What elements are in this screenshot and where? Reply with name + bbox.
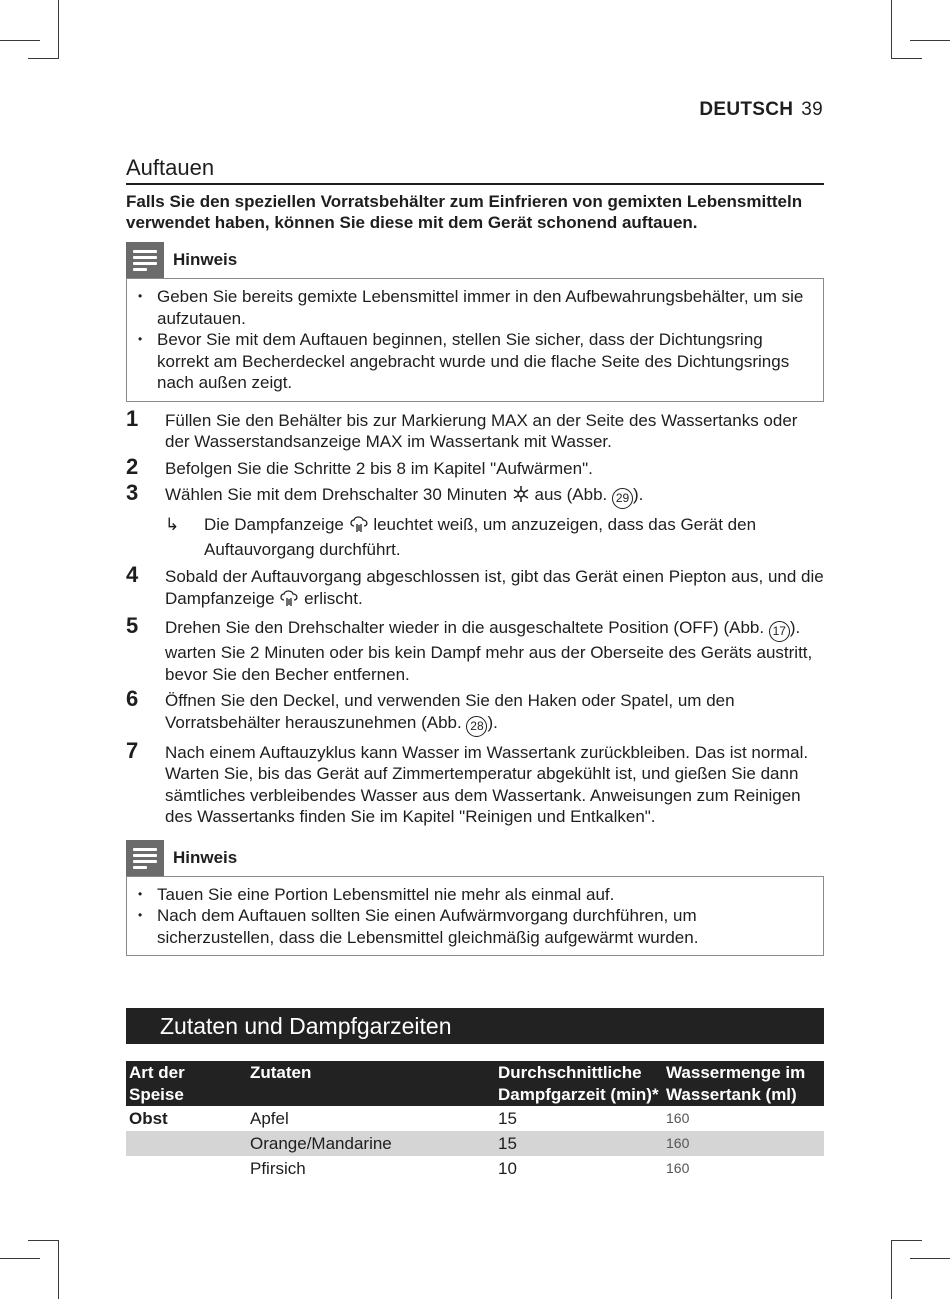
crop-mark xyxy=(28,1240,59,1241)
section-title: Auftauen xyxy=(126,155,824,185)
step-text: ). xyxy=(633,485,644,504)
note-box xyxy=(126,876,824,957)
ingredients-table xyxy=(126,1061,824,1181)
table-cell: Orange/Mandarine xyxy=(247,1131,495,1156)
step-text: Öffnen Sie den Deckel, und verwenden Sie den Haken oder Spatel, um den Vorratsbehälter herauszunehmen (Abb. xyxy=(165,691,735,732)
steam-indicator-icon xyxy=(279,589,299,613)
step-number: 3 xyxy=(126,480,139,505)
figure-ref: 29 xyxy=(612,488,633,509)
step-number: 1 xyxy=(126,405,139,431)
crop-mark xyxy=(58,1240,59,1299)
result-text: Die Dampfanzeige xyxy=(204,515,344,534)
table-section-title: Zutaten und Dampfgarzeiten xyxy=(126,1008,824,1044)
step-text: aus (Abb. xyxy=(534,485,608,504)
crop-mark xyxy=(910,40,950,41)
figure-ref: 28 xyxy=(466,716,487,737)
column-header: Durchschnittliche Dampfgarzeit (min)* xyxy=(495,1061,663,1106)
column-header: Wassermenge im Wassertank (ml) xyxy=(663,1061,824,1106)
crop-mark xyxy=(28,58,59,59)
step-7 xyxy=(126,737,824,828)
note-item: • Tauen Sie eine Portion Lebensmittel nie mehr als einmal auf. xyxy=(157,884,811,906)
step-text: ). xyxy=(487,712,498,732)
table-cell: Pfirsich xyxy=(250,1159,306,1178)
note-label: Hinweis xyxy=(173,847,238,867)
note-item: • Nach dem Auftauen sollten Sie einen Aufwärmvorgang durchführen, um sicherzustellen, dass die Lebensmittel gleichmäßig aufgewärmt wurden. xyxy=(157,905,811,948)
crop-mark xyxy=(0,1258,40,1259)
step-number: 6 xyxy=(126,686,139,711)
step-number: 2 xyxy=(126,453,139,479)
note-label: Hinweis xyxy=(173,250,238,269)
main-content xyxy=(126,155,824,956)
note-icon xyxy=(126,242,164,278)
crop-mark xyxy=(910,1258,950,1259)
step-number: 7 xyxy=(126,737,139,763)
table-row xyxy=(126,1106,824,1131)
language-label: DEUTSCH xyxy=(699,99,794,120)
table-row xyxy=(126,1156,824,1181)
crop-mark xyxy=(891,0,892,58)
crop-mark xyxy=(891,58,922,59)
crop-mark xyxy=(58,0,59,58)
table-row xyxy=(126,1131,824,1156)
step-text: Wählen Sie mit dem Drehschalter 30 Minuten xyxy=(165,485,508,504)
steam-indicator-icon xyxy=(349,515,369,539)
step-text: Drehen Sie den Drehschalter wieder in die ausgeschaltete Position (OFF) (Abb. xyxy=(165,618,765,637)
note-icon xyxy=(126,840,164,876)
steps-list xyxy=(126,405,824,828)
page-number: 39 xyxy=(801,99,823,120)
table-cell: 15 xyxy=(498,1109,517,1128)
step-text: erlischt. xyxy=(304,588,363,608)
table-cell xyxy=(126,1131,247,1156)
table-cell: 160 xyxy=(666,1110,690,1126)
step-text: Nach einem Auftauzyklus kann Wasser im Wassertank zurückbleiben. Das ist normal. Warten Sie, bis das Gerät auf Zimmertemperatur abgekühlt ist, und gießen Sie dann sämtliches verbleibendes Wasser aus dem Wassertank. Anweisungen zum Reinigen des Wassertanks finden Sie im Kapitel "Reinigen und Entkalken". xyxy=(165,742,809,826)
figure-ref: 17 xyxy=(769,621,790,642)
crop-mark xyxy=(891,1240,922,1241)
note-header xyxy=(126,840,824,876)
table-cell: 160 xyxy=(666,1160,690,1176)
step-5 xyxy=(126,613,824,685)
step-text: Befolgen Sie die Schritte 2 bis 8 im Kapitel "Aufwärmen". xyxy=(165,458,593,478)
step-number: 4 xyxy=(126,562,139,587)
result-arrow-icon: ↳ xyxy=(165,515,180,534)
step-number: 5 xyxy=(126,613,139,638)
step-3 xyxy=(126,480,824,509)
note-item: • Bevor Sie mit dem Auftauen beginnen, stellen Sie sicher, dass der Dichtungsring korrekt am Becherdeckel angebracht wurde und die flache Seite des Dichtungsrings nach außen zeigt. xyxy=(157,329,811,394)
step-result xyxy=(126,514,824,560)
column-header: Zutaten xyxy=(247,1061,495,1106)
table-header-row xyxy=(126,1061,824,1106)
table-cell: 160 xyxy=(663,1131,824,1156)
note-item: • Geben Sie bereits gemixte Lebensmittel immer in den Aufbewahrungsbehälter, um sie aufzutauen. xyxy=(157,286,811,329)
result-text: leuchtet weiß, um anzuzeigen, dass das Gerät den Auftauvorgang durchführt. xyxy=(204,515,757,559)
step-2 xyxy=(126,453,824,480)
table-cell xyxy=(126,1156,247,1181)
table-cell: Obst xyxy=(129,1109,168,1128)
table-cell: Apfel xyxy=(250,1109,289,1128)
table-cell: 15 xyxy=(495,1131,663,1156)
section-intro: Falls Sie den speziellen Vorratsbehälter zum Einfrieren von gemixten Lebensmitteln verwendet haben, können Sie diese mit dem Gerät schonend auftauen. xyxy=(126,192,803,232)
column-header: Art der Speise xyxy=(126,1061,247,1106)
step-text: ). warten Sie 2 Minuten oder bis kein Dampf mehr aus der Oberseite des Geräts austritt, bevor Sie den Becher entfernen. xyxy=(165,618,813,684)
table-cell: 10 xyxy=(498,1159,517,1178)
step-text: Sobald der Auftauvorgang abgeschlossen ist, gibt das Gerät einen Piepton aus, und die Dampfanzeige xyxy=(165,567,824,608)
step-1 xyxy=(126,405,824,453)
step-6 xyxy=(126,686,824,737)
crop-mark xyxy=(891,1240,892,1299)
note-header xyxy=(126,242,824,278)
step-text: Füllen Sie den Behälter bis zur Markierung MAX an der Seite des Wassertanks oder der Wasserstandsanzeige MAX im Wassertank mit Wasser. xyxy=(165,410,798,451)
note-box xyxy=(126,278,824,402)
crop-mark xyxy=(0,40,40,41)
page-header xyxy=(699,99,823,121)
thaw-icon xyxy=(512,485,530,509)
step-4 xyxy=(126,562,824,612)
